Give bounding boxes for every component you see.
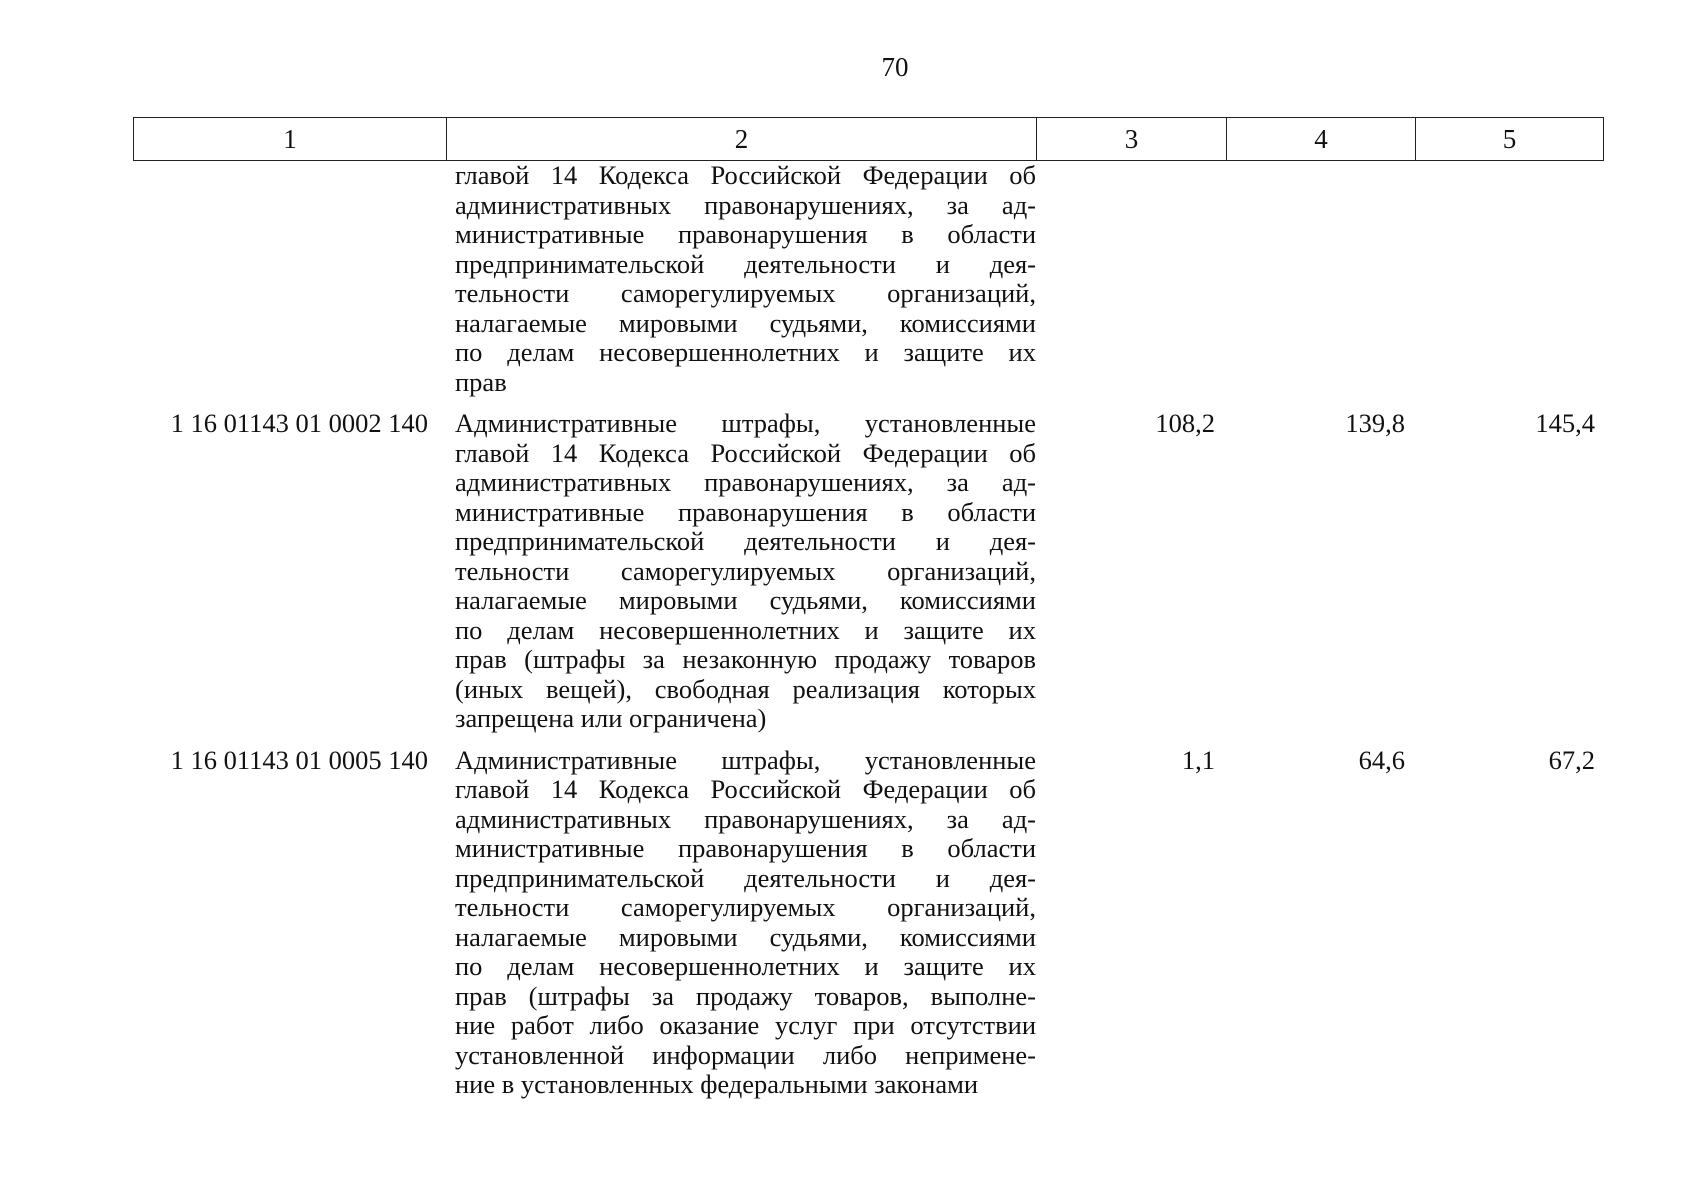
description-line: (иных вещей), свободная реализация которых xyxy=(455,673,1036,704)
page-number: 70 xyxy=(881,52,909,82)
row-value-col-5: 145,4 xyxy=(1535,408,1595,438)
description-line: предпринимательской деятельности и дея- xyxy=(455,248,1036,279)
description-line: главой 14 Кодекса Российской Федерации об xyxy=(455,160,1036,190)
description-line: предпринимательской деятельности и дея- xyxy=(455,862,1036,893)
table-row xyxy=(133,161,1603,397)
description-line: по делам несовершеннолетних и защите их xyxy=(455,614,1036,645)
row-value-col-4: 139,8 xyxy=(1345,408,1405,438)
description-line: по делам несовершеннолетних и защите их xyxy=(455,337,1036,367)
description-line: налагаемые мировыми судьями, комиссиями xyxy=(455,921,1036,952)
description-line: ние работ либо оказание услуг при отсутствии xyxy=(455,1010,1036,1040)
description-line: предпринимательской деятельности и дея- xyxy=(455,526,1036,556)
description-line: тельности саморегулируемых организаций, xyxy=(455,278,1036,308)
row-value-col-4: 64,6 xyxy=(1358,744,1405,775)
description-line: прав (штрафы за продажу товаров, выполне- xyxy=(455,980,1036,1011)
description-line: Административные штрафы, установленные xyxy=(455,744,1036,775)
description-line: налагаемые мировыми судьями, комиссиями xyxy=(455,307,1036,338)
description-line: ние в установленных федеральными законами xyxy=(455,1069,979,1099)
description-line: министративные правонарушения в области xyxy=(455,496,1036,527)
table-row xyxy=(133,746,1603,1100)
row-value-col-5: 67,2 xyxy=(1548,744,1595,775)
row-value-col-4 xyxy=(1217,161,1407,397)
description-line: министративные правонарушения в области xyxy=(455,833,1036,863)
header-col-4: 4 xyxy=(1227,118,1416,161)
row-description xyxy=(446,161,1036,397)
description-line: министративные правонарушения в области xyxy=(455,219,1036,249)
row-value-col-3: 108,2 xyxy=(1155,408,1215,438)
row-code: 1 16 01143 01 0002 140 xyxy=(170,408,428,438)
description-line: главой 14 Кодекса Российской Федерации об xyxy=(455,437,1036,468)
row-value-col-3 xyxy=(1036,161,1217,397)
description-line: Административные штрафы, установленные xyxy=(455,408,1036,438)
header-col-2: 2 xyxy=(447,118,1037,161)
description-line: административных правонарушениях, за ад- xyxy=(455,189,1036,220)
description-line: административных правонарушениях, за ад- xyxy=(455,803,1036,834)
table-body xyxy=(133,161,1603,1112)
description-line: налагаемые мировыми судьями, комиссиями xyxy=(455,585,1036,615)
description-line: установленной информации либо непримене- xyxy=(455,1039,1036,1070)
row-value-col-5 xyxy=(1407,161,1597,397)
row-value-col-3: 1,1 xyxy=(1181,744,1215,775)
description-line: по делам несовершеннолетних и защите их xyxy=(455,951,1036,981)
description-line: запрещена или ограничена) xyxy=(455,703,767,733)
description-line: прав xyxy=(455,366,507,397)
header-col-3: 3 xyxy=(1037,118,1227,161)
header-col-1: 1 xyxy=(134,118,447,161)
table-row xyxy=(133,409,1603,734)
table-header-row xyxy=(134,118,1604,161)
description-line: главой 14 Кодекса Российской Федерации об xyxy=(455,774,1036,804)
row-description xyxy=(446,746,1036,1100)
description-line: тельности саморегулируемых организаций, xyxy=(455,892,1036,922)
row-code: 1 16 01143 01 0005 140 xyxy=(170,744,428,775)
description-line: прав (штрафы за незаконную продажу товаров xyxy=(455,644,1036,674)
description-line: тельности саморегулируемых организаций, xyxy=(455,555,1036,586)
header-col-5: 5 xyxy=(1416,118,1604,161)
row-description xyxy=(446,409,1036,734)
description-line: административных правонарушениях, за ад- xyxy=(455,467,1036,497)
table-header xyxy=(133,117,1604,161)
row-code xyxy=(133,161,446,397)
